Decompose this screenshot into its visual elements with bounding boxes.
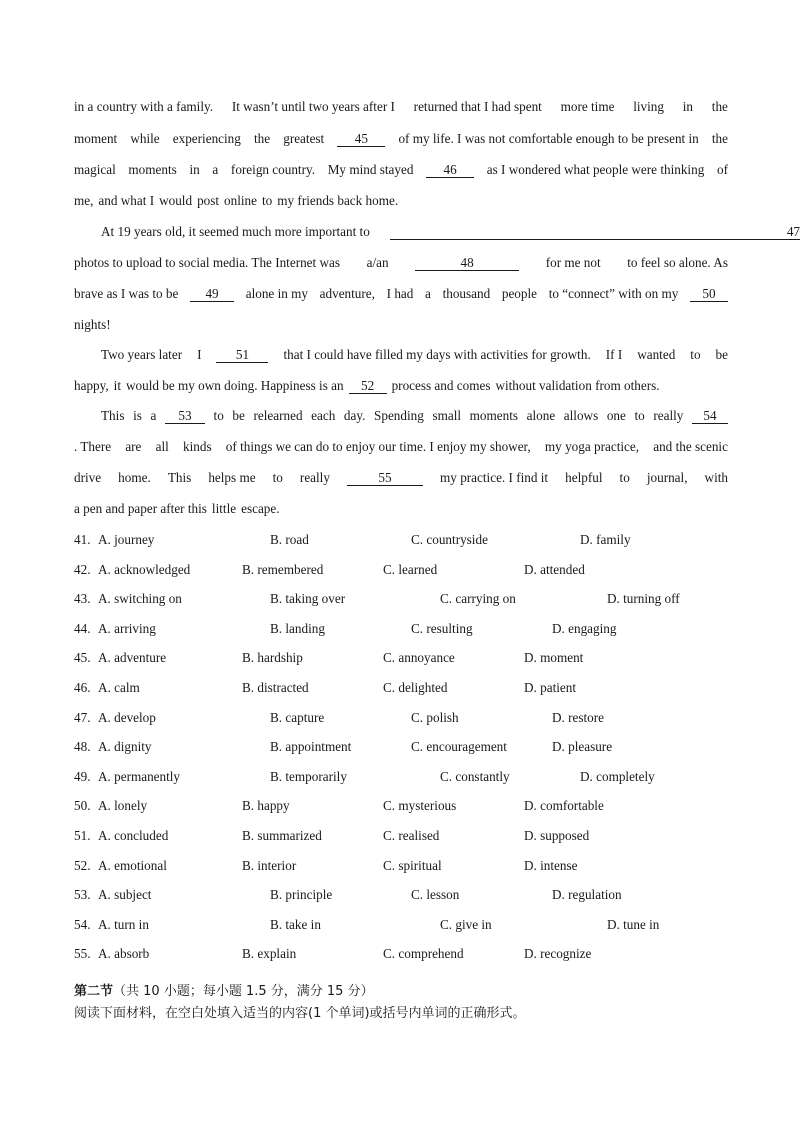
passage-text: to xyxy=(262,193,273,208)
question-42 xyxy=(74,561,728,579)
passage-text: be xyxy=(232,408,245,423)
option-d[interactable]: D. turning off xyxy=(607,591,680,607)
blank-55[interactable]: 55 xyxy=(347,470,423,486)
passage-text: my yoga practice, xyxy=(544,439,640,454)
passage-text: in xyxy=(682,99,694,114)
passage-text: one xyxy=(606,408,626,423)
passage-text: nights! xyxy=(74,317,111,332)
passage-text: happy, xyxy=(74,378,109,393)
question-number: 49. xyxy=(74,768,91,784)
blank-53[interactable]: 53 xyxy=(165,408,205,424)
passage-text: alone xyxy=(526,408,556,423)
passage-text: and the scenic xyxy=(653,439,728,454)
option-c[interactable]: C. learned xyxy=(383,561,438,577)
question-number: 53. xyxy=(74,887,91,903)
passage-text: the xyxy=(711,99,728,114)
question-number: 41. xyxy=(74,532,91,547)
question-49 xyxy=(74,768,728,786)
option-d[interactable]: D. family xyxy=(580,532,631,547)
passage-text: with xyxy=(704,470,728,485)
option-c[interactable]: C. give in xyxy=(440,916,492,932)
passage-text: to xyxy=(634,408,645,423)
passage-text: allows xyxy=(563,408,599,423)
passage-text: while xyxy=(130,131,160,146)
passage-text: alone in my xyxy=(245,286,308,301)
passage-text: I xyxy=(197,347,202,362)
option-b[interactable]: B. road xyxy=(270,532,309,547)
option-a[interactable]: A. concluded xyxy=(98,828,169,843)
question-number: 42. xyxy=(74,561,91,577)
passage-text: a xyxy=(150,408,157,423)
passage-line xyxy=(74,98,728,116)
option-c[interactable]: C. constantly xyxy=(440,768,510,784)
passage-text: kinds xyxy=(183,439,212,454)
option-c[interactable]: C. encouragement xyxy=(411,739,507,755)
option-d[interactable]: D. patient xyxy=(524,680,577,695)
option-d[interactable]: D. engaging xyxy=(552,620,617,636)
passage-text: without validation from others. xyxy=(495,378,660,393)
passage-text: to xyxy=(690,347,701,362)
option-a[interactable]: A. adventure xyxy=(98,650,167,666)
passage-line xyxy=(74,130,728,148)
option-c[interactable]: C. comprehend xyxy=(383,946,464,962)
option-c[interactable]: C. polish xyxy=(411,709,459,725)
option-b[interactable]: B. appointment xyxy=(270,739,352,755)
blank-45[interactable]: 45 xyxy=(337,131,385,147)
blank-48[interactable]: 48 xyxy=(415,255,519,271)
option-b[interactable]: B. explain xyxy=(242,946,297,962)
question-number: 45. xyxy=(74,650,91,666)
passage-text: my practice. I find it xyxy=(440,470,549,485)
option-c[interactable]: C. lesson xyxy=(411,887,460,903)
passage-text: a pen and paper after this xyxy=(74,501,207,516)
option-d[interactable]: D. regulation xyxy=(552,887,622,903)
passage-text: little xyxy=(211,501,237,516)
passage-line xyxy=(101,346,728,364)
passage-text: drive xyxy=(74,470,102,485)
question-number: 48. xyxy=(74,739,91,755)
passage-text: magical xyxy=(74,162,116,177)
passage-text: in xyxy=(189,162,200,177)
option-d[interactable]: D. pleasure xyxy=(552,739,613,755)
blank-49[interactable]: 49 xyxy=(190,286,234,302)
passage-text: At 19 years old, it seemed much more important to xyxy=(101,224,370,239)
question-51 xyxy=(74,827,728,845)
option-a[interactable]: A. journey xyxy=(98,532,155,547)
option-a[interactable]: A. emotional xyxy=(98,857,167,873)
passage-text: foreign country. xyxy=(230,162,316,177)
passage-text: for me not xyxy=(545,255,601,270)
passage-text: in a country with a family. xyxy=(74,99,214,114)
question-number: 52. xyxy=(74,857,91,873)
option-a[interactable]: A. permanently xyxy=(98,768,181,784)
option-d[interactable]: D. supposed xyxy=(524,828,590,843)
blank-54[interactable]: 54 xyxy=(692,408,728,424)
option-d[interactable]: D. attended xyxy=(524,561,585,577)
passage-text: be xyxy=(715,347,728,362)
blank-50[interactable]: 50 xyxy=(690,286,728,302)
option-d[interactable]: D. recognize xyxy=(524,946,592,962)
passage-text: that I could have filled my days with activities for growth. xyxy=(283,347,591,362)
passage-text: This xyxy=(167,470,192,485)
passage-line xyxy=(74,500,728,518)
passage-text: home. xyxy=(118,470,151,485)
passage-text: I had xyxy=(386,286,414,301)
passage-text: of my life. I was not comfortable enough to be present in xyxy=(398,131,699,146)
passage-text: really xyxy=(653,408,684,423)
passage-text: small xyxy=(432,408,462,423)
passage-text: of xyxy=(716,162,728,177)
passage-line xyxy=(101,407,728,425)
passage-text: moment xyxy=(74,131,118,146)
passage-text: are xyxy=(125,439,142,454)
option-b[interactable]: B. principle xyxy=(270,887,333,903)
passage-text: Spending xyxy=(374,408,424,423)
passage-text: more time xyxy=(560,99,615,114)
passage-text: to xyxy=(213,408,224,423)
passage-text: to xyxy=(272,470,283,485)
passage-text: to xyxy=(619,470,630,485)
option-c[interactable]: C. countryside xyxy=(411,532,488,547)
passage-text: thousand xyxy=(442,286,491,301)
passage-text: My mind stayed xyxy=(327,162,414,177)
passage-text: day. xyxy=(343,408,366,423)
passage-text: as I wondered what people were thinking xyxy=(486,162,705,177)
passage-text: would xyxy=(159,193,193,208)
passage-text: photos to upload to social media. The Internet was xyxy=(74,255,341,270)
question-52 xyxy=(74,857,728,875)
passage-text: the xyxy=(711,131,728,146)
section-two-instruction: 阅读下面材料，在空白处填入适当的内容(1 个单词)或括号内单词的正确形式。 xyxy=(74,1006,526,1021)
passage-text: journal, xyxy=(646,470,688,485)
option-b[interactable]: B. summarized xyxy=(242,828,322,843)
option-d[interactable]: D. restore xyxy=(552,709,604,725)
passage-line xyxy=(74,254,728,272)
blank-52[interactable]: 52 xyxy=(349,378,387,394)
passage-text: . There xyxy=(74,439,112,454)
passage-text: Two years later xyxy=(101,347,183,362)
passage-line xyxy=(74,161,728,179)
option-b[interactable]: B. taking over xyxy=(270,591,346,607)
passage-text: all xyxy=(155,439,169,454)
option-c[interactable]: C. delighted xyxy=(383,680,448,695)
passage-text: me, xyxy=(74,193,94,208)
passage-text: to feel so alone. As xyxy=(627,255,728,270)
option-b[interactable]: B. capture xyxy=(270,709,325,725)
question-53 xyxy=(74,886,728,904)
passage-text: a xyxy=(425,286,431,301)
option-a[interactable]: A. subject xyxy=(98,887,152,903)
passage-text: and what I xyxy=(98,193,155,208)
passage-text: process and comes xyxy=(391,378,491,393)
passage-line xyxy=(74,438,728,456)
option-a[interactable]: A. absorb xyxy=(98,946,150,962)
option-a[interactable]: A. acknowledged xyxy=(98,561,191,577)
passage-text: helps me xyxy=(208,470,256,485)
option-b[interactable]: B. happy xyxy=(242,798,290,814)
question-number: 51. xyxy=(74,828,91,843)
option-c[interactable]: C. resulting xyxy=(411,620,473,636)
blank-51[interactable]: 51 xyxy=(216,347,268,363)
passage-text: It wasn’t until two years after I xyxy=(231,99,395,114)
option-c[interactable]: C. annoyance xyxy=(383,650,455,666)
passage-text: living xyxy=(633,99,664,114)
option-d[interactable]: D. intense xyxy=(524,857,578,873)
passage-text: helpful xyxy=(565,470,603,485)
question-43 xyxy=(74,590,728,608)
option-a[interactable]: A. calm xyxy=(98,680,140,695)
question-number: 47. xyxy=(74,709,91,725)
question-55 xyxy=(74,945,728,963)
passage-line xyxy=(101,223,800,241)
passage-text: a xyxy=(212,162,219,177)
passage-text: greatest xyxy=(283,131,325,146)
passage-line xyxy=(74,192,728,210)
section-two-heading xyxy=(74,980,374,999)
option-a[interactable]: A. lonely xyxy=(98,798,148,814)
passage-text: people xyxy=(501,286,538,301)
question-46 xyxy=(74,679,728,697)
passage-text: moments xyxy=(128,162,177,177)
option-b[interactable]: B. landing xyxy=(270,620,325,636)
passage-text: would be my own doing. Happiness is an xyxy=(126,378,344,393)
option-b[interactable]: B. temporarily xyxy=(270,768,347,784)
passage-line xyxy=(74,377,728,395)
option-c[interactable]: C. carrying on xyxy=(440,591,516,607)
option-b[interactable]: B. take in xyxy=(270,916,321,932)
option-a[interactable]: A. arriving xyxy=(98,620,156,636)
passage-text: each xyxy=(311,408,336,423)
option-c[interactable]: C. spiritual xyxy=(383,857,442,873)
passage-text: returned that I had spent xyxy=(413,99,542,114)
question-48 xyxy=(74,738,728,756)
option-d[interactable]: D. tune in xyxy=(607,916,660,932)
question-number: 50. xyxy=(74,798,91,814)
question-number: 44. xyxy=(74,620,91,636)
question-number: 46. xyxy=(74,680,91,695)
question-number: 54. xyxy=(74,916,91,932)
question-44 xyxy=(74,620,728,638)
option-d[interactable]: D. moment xyxy=(524,650,584,666)
question-number: 55. xyxy=(74,946,91,962)
option-d[interactable]: D. comfortable xyxy=(524,798,604,814)
option-a[interactable]: A. switching on xyxy=(98,591,182,607)
question-54 xyxy=(74,916,728,934)
option-b[interactable]: B. hardship xyxy=(242,650,303,666)
passage-text: moments xyxy=(469,408,518,423)
question-50 xyxy=(74,797,728,815)
passage-text: adventure, xyxy=(319,286,375,301)
passage-text: experiencing xyxy=(172,131,241,146)
question-41 xyxy=(74,531,728,549)
option-b[interactable]: B. interior xyxy=(242,857,297,873)
question-47 xyxy=(74,709,728,727)
passage-line xyxy=(74,285,728,303)
option-a[interactable]: A. dignity xyxy=(98,739,152,755)
option-a[interactable]: A. turn in xyxy=(98,916,149,932)
passage-text: escape. xyxy=(241,501,280,516)
passage-line xyxy=(74,316,728,334)
option-b[interactable]: B. distracted xyxy=(242,680,309,695)
passage-text: a/an xyxy=(366,255,389,270)
passage-text: to “connect” with on my xyxy=(548,286,679,301)
passage-text: online xyxy=(224,193,258,208)
passage-text: If I xyxy=(605,347,623,362)
question-45 xyxy=(74,649,728,667)
question-number: 43. xyxy=(74,591,91,607)
passage-text: This xyxy=(101,408,125,423)
option-c[interactable]: C. realised xyxy=(383,828,440,843)
passage-text: brave as I was to be xyxy=(74,286,179,301)
passage-text: it xyxy=(113,378,121,393)
passage-text: post xyxy=(197,193,220,208)
section-two-detail: （共 10 小题；每小题 1.5 分，满分 15 分） xyxy=(113,984,374,999)
passage-text: the xyxy=(253,131,271,146)
passage-text: of things we can do to enjoy our time. I enjoy my shower, xyxy=(225,439,531,454)
option-b[interactable]: B. remembered xyxy=(242,561,324,577)
option-d[interactable]: D. completely xyxy=(580,768,655,784)
option-c[interactable]: C. mysterious xyxy=(383,798,457,814)
blank-46[interactable]: 46 xyxy=(426,162,474,178)
passage-text: really xyxy=(299,470,330,485)
passage-text: wanted xyxy=(637,347,676,362)
option-a[interactable]: A. develop xyxy=(98,709,156,725)
passage-line xyxy=(74,469,728,487)
blank-47[interactable]: 47 xyxy=(390,224,800,240)
passage-text: is xyxy=(133,408,142,423)
passage-text: relearned xyxy=(253,408,303,423)
section-two-title: 第二节 xyxy=(74,984,114,999)
passage-text: my friends back home. xyxy=(277,193,399,208)
